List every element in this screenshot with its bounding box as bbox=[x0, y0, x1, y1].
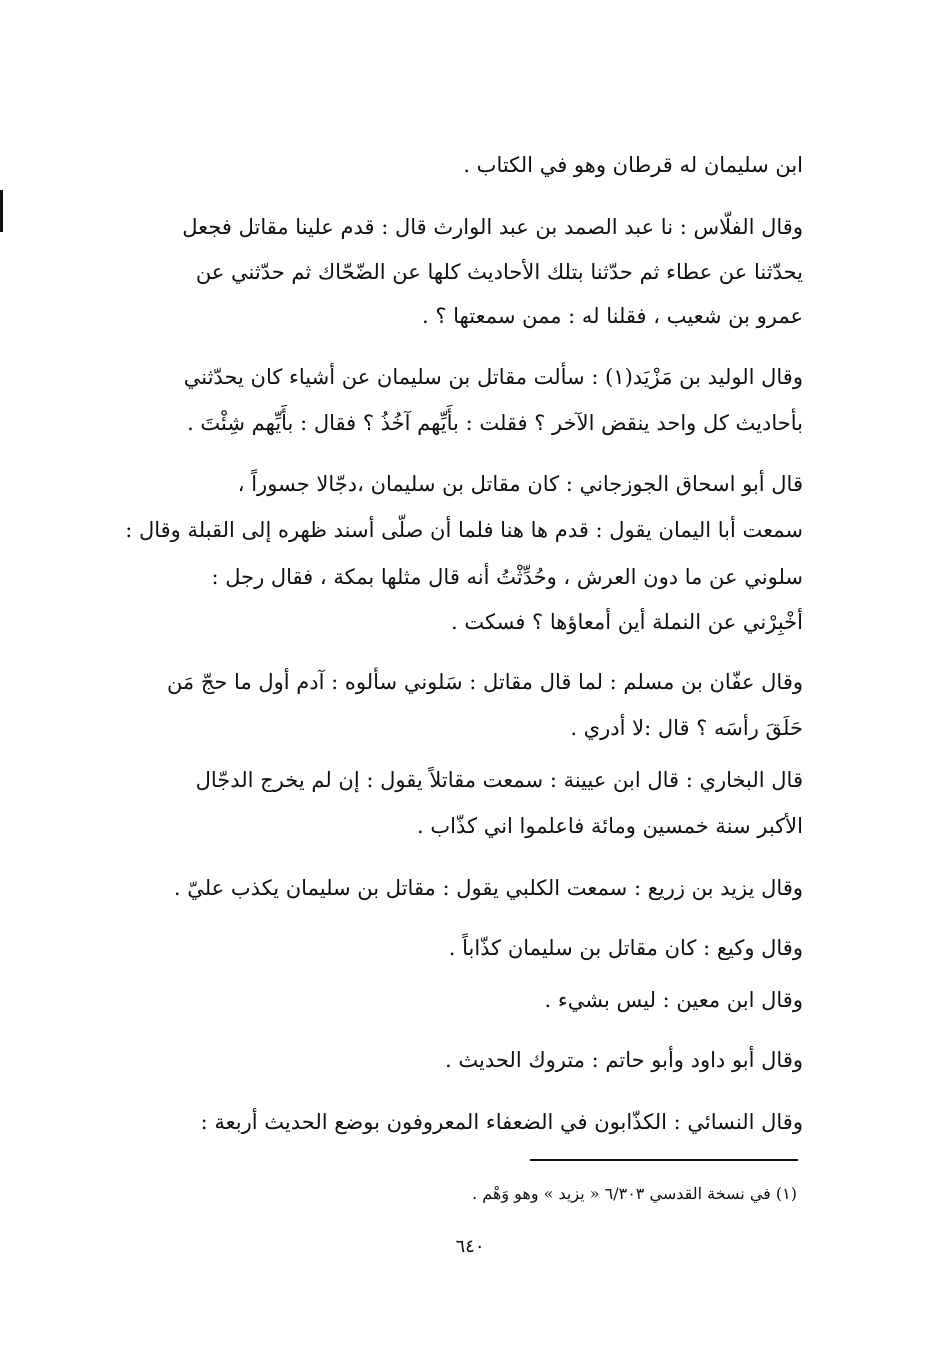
footnote: (١) في نسخة القدسي ٦/٣٠٣ « يزيد » وهو وَهْم . bbox=[472, 1184, 797, 1203]
text-line-15: وقال يزيد بن زريع : سمعت الكلبي يقول : مقاتل بن سليمان يكذب عليّ . bbox=[173, 876, 803, 900]
text-line-9: سلوني عن ما دون العرش ، وحُدِّثْتُ أنه قال مثلها بمكة ، فقال رجل : bbox=[211, 565, 803, 589]
text-line-8: سمعت أبا اليمان يقول : قدم ها هنا فلما أن صلّى أسند ظهره إلى القبلة وقال : bbox=[125, 518, 803, 542]
text-line-10: أخْبِرْني عن النملة أين أمعاؤها ؟ فسكت . bbox=[451, 610, 803, 634]
text-line-1: ابن سليمان له قرطان وهو في الكتاب . bbox=[463, 153, 803, 177]
text-line-4: عمرو بن شعيب ، فقلنا له : ممن سمعتها ؟ . bbox=[421, 304, 803, 328]
text-line-19: وقال النسائي : الكذّابون في الضعفاء المعروفون بوضع الحديث أربعة : bbox=[200, 1110, 803, 1134]
text-line-16: وقال وكيع : كان مقاتل بن سليمان كذّاباً . bbox=[448, 936, 803, 960]
text-line-6: بأحاديث كل واحد ينقض الآخر ؟ فقلت : بأَيِّهم آخُذُ ؟ فقال : بأَيِّهم شِئْتَ . bbox=[187, 411, 803, 435]
text-line-14: الأكبر سنة خمسين ومائة فاعلموا اني كذّاب . bbox=[417, 814, 803, 838]
text-line-7: قال أبو اسحاق الجوزجاني : كان مقاتل بن سليمان ،دجّالا جسوراً ، bbox=[237, 472, 803, 496]
text-line-13: قال البخاري : قال ابن عيينة : سمعت مقاتلاً يقول : إن لم يخرج الدجّال bbox=[195, 768, 803, 792]
page-number: ٦٤٠ bbox=[455, 1236, 485, 1257]
text-line-12: حَلَقَ رأسَه ؟ قال :لا أدري . bbox=[570, 716, 803, 740]
text-line-5: وقال الوليد بن مَزْيَد(١) : سألت مقاتل بن سليمان عن أشياء كان يحدّثني bbox=[183, 365, 803, 389]
text-line-17: وقال ابن معين : ليس بشيء . bbox=[544, 988, 803, 1012]
page-edge-mark bbox=[0, 190, 3, 232]
text-line-11: وقال عفّان بن مسلم : لما قال مقاتل : سَلوني سألوه : آدم أول ما حجّ مَن bbox=[166, 670, 803, 694]
text-line-18: وقال أبو داود وأبو حاتم : متروك الحديث . bbox=[445, 1048, 803, 1072]
footnote-divider bbox=[530, 1159, 798, 1161]
text-line-2: وقال الفلّاس : نا عبد الصمد بن عبد الوارث قال : قدم علينا مقاتل فجعل bbox=[182, 215, 803, 239]
text-line-3: يحدّثنا عن عطاء ثم حدّثنا بتلك الأحاديث كلها عن الضّحّاك ثم حدّثني عن bbox=[195, 260, 803, 284]
